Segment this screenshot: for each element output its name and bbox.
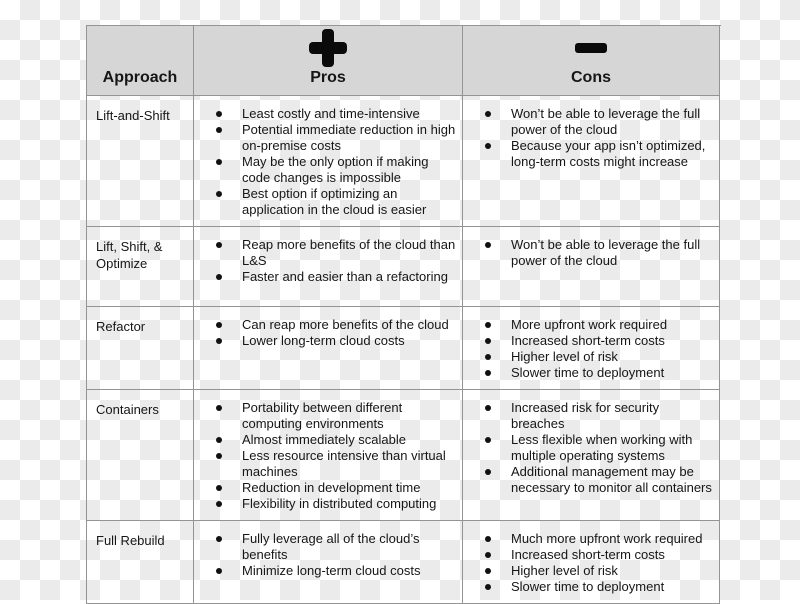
pros-list (194, 317, 462, 349)
bullet-icon (216, 568, 222, 574)
list-item-text: Reduction in development time (242, 480, 421, 495)
list-item-text: Least costly and time-intensive (242, 106, 420, 121)
list-item (194, 154, 462, 186)
bullet-icon (216, 338, 222, 344)
list-item (194, 496, 462, 512)
list-item (463, 547, 719, 563)
header-approach (87, 26, 194, 96)
pros-list (194, 531, 462, 579)
list-item (194, 333, 462, 349)
cons-cell (463, 227, 720, 307)
list-item-text: Much more upfront work required (511, 531, 703, 546)
minus-icon (575, 43, 607, 53)
header-approach-icon-area (87, 26, 193, 69)
list-item (463, 365, 719, 381)
list-item-text: Because your app isn’t optimized, long-term costs might increase (511, 138, 706, 169)
bullet-icon (485, 242, 491, 248)
cons-list (463, 400, 719, 496)
table-row-full-rebuild (87, 521, 721, 604)
bullet-icon (216, 242, 222, 248)
list-item-text: Slower time to deployment (511, 365, 665, 380)
bullet-icon (485, 370, 491, 376)
list-item-text: More upfront work required (511, 317, 668, 332)
cons-list (463, 237, 719, 269)
bullet-icon (485, 536, 491, 542)
pros-cell (194, 390, 463, 521)
list-item-text: Can reap more benefits of the cloud (242, 317, 449, 332)
approach-cell: Containers (87, 390, 194, 521)
list-item (463, 563, 719, 579)
pros-list (194, 237, 462, 285)
list-item (463, 237, 719, 269)
list-item-text: Faster and easier than a refactoring (242, 269, 448, 284)
list-item (463, 333, 719, 349)
comparison-table (86, 25, 721, 604)
cons-cell (463, 390, 720, 521)
list-item (463, 579, 719, 595)
list-item-text: Increased short-term costs (511, 547, 665, 562)
list-item (194, 531, 462, 563)
list-item (194, 563, 462, 579)
cons-cell (463, 307, 720, 390)
list-item-text: May be the only option if making code changes is impossible (242, 154, 429, 185)
bullet-icon (216, 191, 222, 197)
pros-cell (194, 96, 463, 227)
list-item-text: Higher level of risk (511, 563, 618, 578)
list-item-text: Higher level of risk (511, 349, 618, 364)
plus-icon (309, 29, 347, 67)
list-item (194, 269, 462, 285)
bullet-icon (485, 322, 491, 328)
header-row (87, 26, 721, 96)
bullet-icon (216, 437, 222, 443)
list-item (463, 106, 719, 138)
table-row-containers (87, 390, 721, 521)
header-pros (194, 26, 463, 96)
table-row-lift-shift-optimize (87, 227, 721, 307)
bullet-icon (216, 536, 222, 542)
list-item-text: Almost immediately scalable (242, 432, 407, 447)
cons-list (463, 531, 719, 595)
header-cons (463, 26, 720, 96)
list-item-text: Lower long-term cloud costs (242, 333, 405, 348)
list-item-text: Less resource intensive than virtual machines (242, 448, 446, 479)
list-item (194, 400, 462, 432)
list-item (194, 237, 462, 269)
list-item (194, 448, 462, 480)
bullet-icon (485, 568, 491, 574)
bullet-icon (216, 274, 222, 280)
bullet-icon (485, 405, 491, 411)
bullet-icon (216, 322, 222, 328)
list-item-text: Increased short-term costs (511, 333, 665, 348)
list-item-text: Potential immediate reduction in high on-premise costs (242, 122, 456, 153)
bullet-icon (485, 338, 491, 344)
bullet-icon (485, 437, 491, 443)
approach-cell: Refactor (87, 307, 194, 390)
list-item (463, 432, 719, 464)
list-item-text: Flexibility in distributed computing (242, 496, 437, 511)
list-item (463, 531, 719, 547)
bullet-icon (216, 453, 222, 459)
bullet-icon (216, 485, 222, 491)
list-item-text: Best option if optimizing an application in the cloud is easier (242, 186, 427, 217)
table-row-lift-and-shift (87, 96, 721, 227)
bullet-icon (485, 143, 491, 149)
list-item (463, 464, 719, 496)
table-row-refactor (87, 307, 721, 390)
list-item-text: Won’t be able to leverage the full power of the cloud (511, 237, 701, 268)
list-item-text: Fully leverage all of the cloud’s benefits (242, 531, 420, 562)
bullet-icon (216, 501, 222, 507)
approach-cell: Lift, Shift, & Optimize (87, 227, 194, 307)
bullet-icon (216, 159, 222, 165)
approach-cell: Full Rebuild (87, 521, 194, 604)
pros-cell (194, 307, 463, 390)
list-item (463, 317, 719, 333)
bullet-icon (216, 111, 222, 117)
cons-header-label: Cons (571, 69, 611, 86)
bullet-icon (216, 405, 222, 411)
list-item (194, 317, 462, 333)
list-item-text: Additional management may be necessary to monitor all containers (511, 464, 712, 495)
bullet-icon (485, 584, 491, 590)
pros-cell (194, 227, 463, 307)
bullet-icon (485, 354, 491, 360)
bullet-icon (485, 111, 491, 117)
cons-list (463, 317, 719, 381)
cons-cell (463, 521, 720, 604)
list-item-text: Minimize long-term cloud costs (242, 563, 421, 578)
list-item (194, 106, 462, 122)
list-item-text: Portability between different computing environments (242, 400, 403, 431)
list-item (194, 186, 462, 218)
list-item-text: Less flexible when working with multiple operating systems (511, 432, 693, 463)
list-item (194, 480, 462, 496)
bullet-icon (485, 552, 491, 558)
cons-list (463, 106, 719, 170)
list-item-text: Slower time to deployment (511, 579, 665, 594)
list-item (194, 122, 462, 154)
bullet-icon (216, 127, 222, 133)
list-item (194, 432, 462, 448)
pros-list (194, 400, 462, 512)
approach-header-label: Approach (102, 69, 178, 86)
list-item (463, 349, 719, 365)
cons-cell (463, 96, 720, 227)
list-item-text: Reap more benefits of the cloud than L&S (242, 237, 456, 268)
list-item-text: Won’t be able to leverage the full power of the cloud (511, 106, 701, 137)
bullet-icon (485, 469, 491, 475)
list-item-text: Increased risk for security breaches (511, 400, 660, 431)
pros-list (194, 106, 462, 218)
pros-cell (194, 521, 463, 604)
approach-cell: Lift-and-Shift (87, 96, 194, 227)
pros-header-label: Pros (310, 69, 346, 86)
list-item (463, 138, 719, 170)
list-item (463, 400, 719, 432)
